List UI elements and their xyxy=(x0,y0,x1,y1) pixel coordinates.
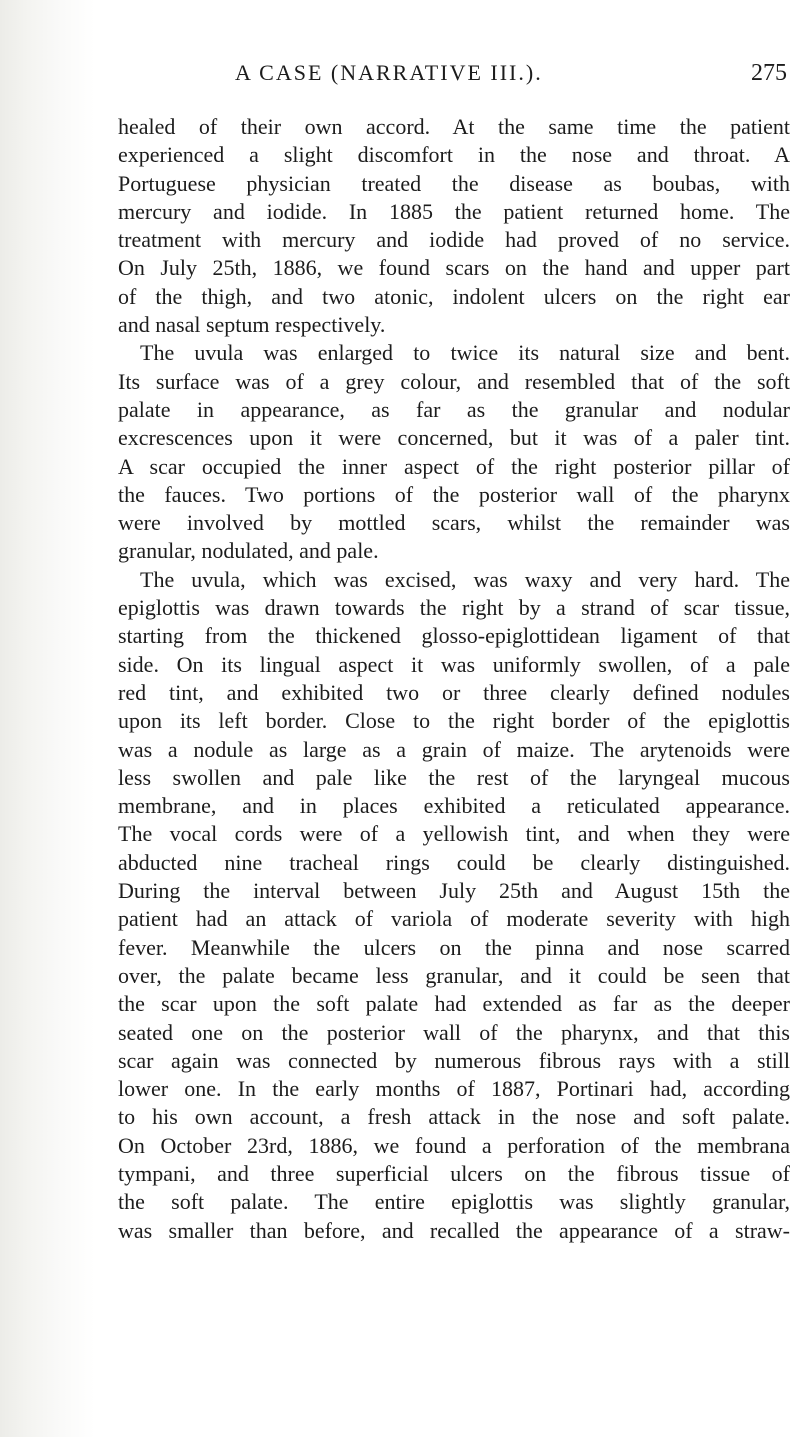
text-line: A scar occupied the inner aspect of the right posterior pillar of xyxy=(118,453,790,479)
text-line: epiglottis was drawn towards the right by a strand of scar tissue, xyxy=(118,595,790,621)
text-line: treatment with mercury and iodide had proved of no service. xyxy=(118,227,790,253)
page-header xyxy=(235,60,787,96)
text-line: lower one. In the early months of 1887, Portinari had, according xyxy=(118,1076,790,1102)
text-line: the soft palate. The entire epiglottis was slightly granular, xyxy=(118,1189,790,1215)
text-line: and nasal septum respectively. xyxy=(118,312,386,338)
text-line: red tint, and exhibited two or three clearly defined nodules xyxy=(118,679,790,705)
text-line: were involved by mottled scars, whilst the remainder was xyxy=(118,510,790,536)
text-line: starting from the thickened glosso-epiglottidean ligament of that xyxy=(118,623,790,649)
text-line: over, the palate became less granular, and it could be seen that xyxy=(118,962,790,988)
text-line: less swollen and pale like the rest of the laryngeal mucous xyxy=(118,764,790,790)
text-line: fever. Meanwhile the ulcers on the pinna and nose scarred xyxy=(118,934,790,960)
text-line: the scar upon the soft palate had extended as far as the deeper xyxy=(118,991,790,1017)
text-line: of the thigh, and two atonic, indolent ulcers on the right ear xyxy=(118,283,790,309)
text-line: was a nodule as large as a grain of maize. The arytenoids were xyxy=(118,736,790,762)
text-line: mercury and iodide. In 1885 the patient returned home. The xyxy=(118,198,790,224)
text-line: tympani, and three superficial ulcers on the fibrous tissue of xyxy=(118,1160,790,1186)
running-head: A CASE (NARRATIVE III.). xyxy=(235,60,543,85)
text-line: membrane, and in places exhibited a reticulated appearance. xyxy=(118,793,790,819)
text-line: was smaller than before, and recalled the appearance of a straw- xyxy=(118,1217,790,1243)
text-line: palate in appearance, as far as the granular and nodular xyxy=(118,396,790,422)
text-line: On July 25th, 1886, we found scars on the hand and upper part xyxy=(118,255,790,281)
text-line: healed of their own accord. At the same time the patient xyxy=(118,114,790,139)
text-line: patient had an attack of variola of moderate severity with high xyxy=(118,906,790,932)
text-line: The vocal cords were of a yellowish tint, and when they were xyxy=(118,821,790,847)
page-number: 275 xyxy=(751,60,787,86)
text-line: Its surface was of a grey colour, and resembled that of the soft xyxy=(118,368,790,394)
text-line: the fauces. Two portions of the posterior wall of the pharynx xyxy=(118,481,790,507)
text-line: side. On its lingual aspect it was uniformly swollen, of a pale xyxy=(118,651,790,677)
text-line: seated one on the posterior wall of the pharynx, and that this xyxy=(118,1019,790,1045)
text-line: experienced a slight discomfort in the nose and throat. A xyxy=(118,142,790,168)
text-line: scar again was connected by numerous fibrous rays with a still xyxy=(118,1047,790,1073)
text-line: The uvula was enlarged to twice its natural size and bent. xyxy=(140,340,790,366)
text-line: Portuguese physician treated the disease as boubas, with xyxy=(118,170,790,196)
text-line: During the interval between July 25th and August 15th the xyxy=(118,878,790,904)
binding-gutter-shadow xyxy=(0,0,95,1437)
text-line: On October 23rd, 1886, we found a perforation of the membrana xyxy=(118,1132,790,1158)
text-line: The uvula, which was excised, was waxy and very hard. The xyxy=(140,566,790,592)
text-line: granular, nodulated, and pale. xyxy=(118,538,379,564)
text-line: upon its left border. Close to the right border of the epiglottis xyxy=(118,708,790,734)
body-text xyxy=(118,113,790,1245)
text-line: excrescences upon it were concerned, but it was of a paler tint. xyxy=(118,425,790,451)
text-line: to his own account, a fresh attack in the nose and soft palate. xyxy=(118,1104,790,1130)
text-line: abducted nine tracheal rings could be clearly distinguished. xyxy=(118,849,790,875)
